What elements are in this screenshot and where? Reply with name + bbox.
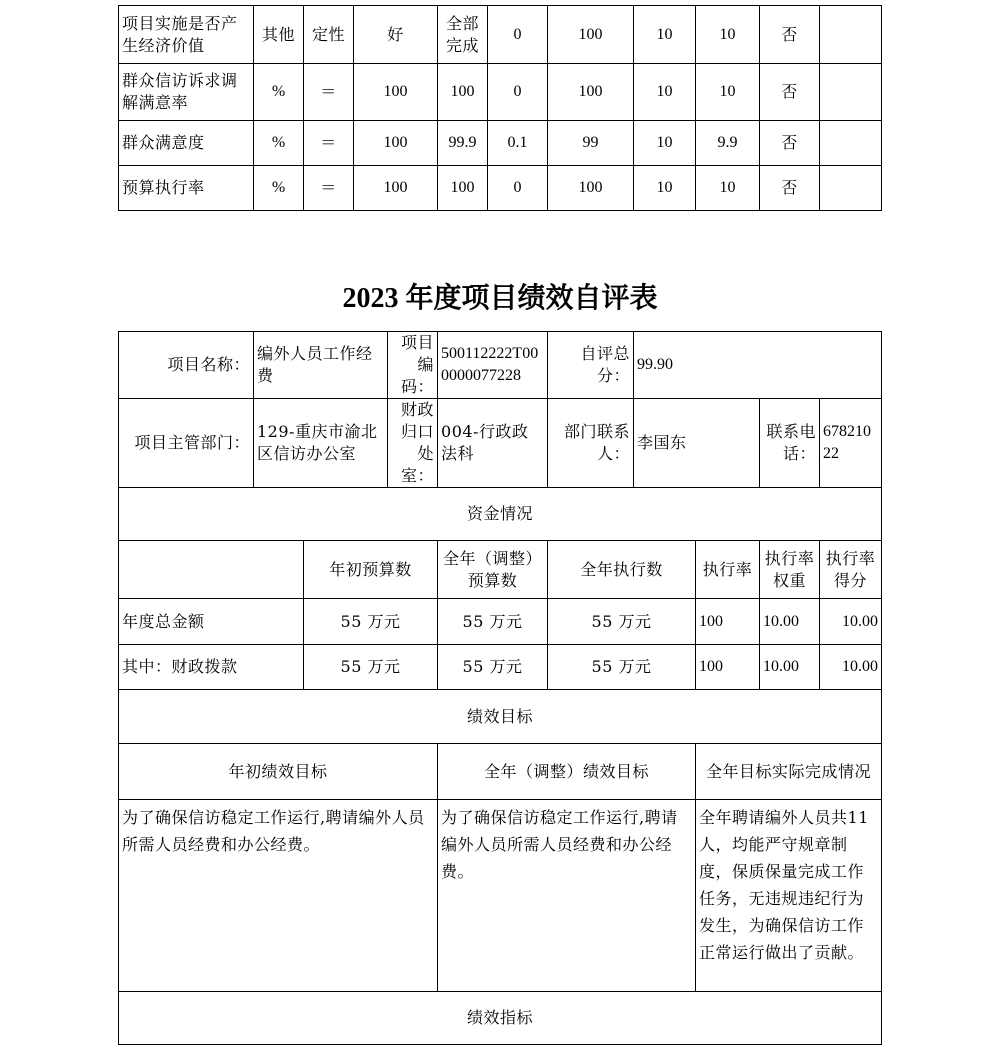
indicator-actual: 99.9 [438,121,488,166]
funds-section-header: 资金情况 [119,488,882,541]
self-evaluation-table [118,331,882,1045]
funds-score: 10.00 [820,599,882,645]
phone-label: 联系电话： [760,399,820,488]
indicator-note [820,166,882,211]
table-row [119,399,882,488]
funds-row-label: 年度总金额 [119,599,304,645]
indicator-unit: 其他 [254,6,304,64]
indicator-target: 100 [354,166,438,211]
goals-actual-text: 全年聘请编外人员共11 人，均能严守规章制度，保质保量完成工作任务，无违规违纪行为发生，为确保信访工作正常运行做出了贡献。 [696,800,882,992]
indicator-deviation-flag: 否 [760,121,820,166]
funds-executed: 55 万元 [548,645,696,690]
indicator-nature: ＝ [304,121,354,166]
table-row [119,121,882,166]
indicator-deviation: 0 [488,6,548,64]
indicator-deviation-flag: 否 [760,166,820,211]
indicator-unit: % [254,64,304,121]
funds-header-score: 执行率得分 [820,541,882,599]
funds-adjusted: 55 万元 [438,599,548,645]
table-row [119,800,882,992]
indicator-unit: % [254,166,304,211]
indicator-nature: ＝ [304,64,354,121]
indicator-name: 群众信访诉求调解满意率 [119,64,254,121]
indicator-weight: 10 [634,121,696,166]
funds-header-adjusted: 全年（调整）预算数 [438,541,548,599]
indicator-deviation-flag: 否 [760,64,820,121]
indicator-note [820,121,882,166]
funds-header-executed: 全年执行数 [548,541,696,599]
funds-header-blank [119,541,304,599]
goals-header-adjusted: 全年（调整）绩效目标 [438,744,696,800]
indicator-completion: 100 [548,6,634,64]
indicator-score: 10 [696,6,760,64]
table-row [119,6,882,64]
project-name: 编外人员工作经费 [254,332,388,399]
funds-weight: 10.00 [760,645,820,690]
finance-office: 004-行政政法科 [438,399,548,488]
indicator-name: 项目实施是否产生经济价值 [119,6,254,64]
table-row [119,64,882,121]
goals-header-actual: 全年目标实际完成情况 [696,744,882,800]
indicator-deviation: 0 [488,64,548,121]
indicator-target: 100 [354,121,438,166]
funds-rate: 100 [696,599,760,645]
indicators-section-header: 绩效指标 [119,992,882,1045]
goals-initial-text: 为了确保信访稳定工作运行,聘请编外人员所需人员经费和办公经费。 [119,800,438,992]
indicator-note [820,64,882,121]
indicator-completion: 100 [548,64,634,121]
indicator-score: 10 [696,64,760,121]
funds-initial: 55 万元 [304,599,438,645]
funds-header-weight: 执行率权重 [760,541,820,599]
table-row [119,166,882,211]
indicator-score: 9.9 [696,121,760,166]
indicator-score: 10 [696,166,760,211]
funds-header-initial: 年初预算数 [304,541,438,599]
indicator-completion: 100 [548,166,634,211]
indicator-actual: 100 [438,64,488,121]
indicator-deviation: 0.1 [488,121,548,166]
table-row [119,690,882,744]
funds-row-label: 其中：财政拨款 [119,645,304,690]
funds-initial: 55 万元 [304,645,438,690]
indicator-nature: ＝ [304,166,354,211]
contact-label: 部门联系人： [548,399,634,488]
indicator-weight: 10 [634,6,696,64]
finance-office-label: 财政归口处室： [388,399,438,488]
funds-executed: 55 万元 [548,599,696,645]
indicator-deviation: 0 [488,166,548,211]
goals-adjusted-text: 为了确保信访稳定工作运行,聘请编外人员所需人员经费和办公经费。 [438,800,696,992]
funds-header-rate: 执行率 [696,541,760,599]
dept: 129-重庆市渝北区信访办公室 [254,399,388,488]
indicator-nature: 定性 [304,6,354,64]
funds-weight: 10.00 [760,599,820,645]
table-row [119,599,882,645]
indicator-name: 预算执行率 [119,166,254,211]
table-row [119,332,882,399]
indicator-actual: 100 [438,166,488,211]
self-score: 99.90 [634,332,882,399]
project-code: 500112222T000000077228 [438,332,548,399]
funds-score: 10.00 [820,645,882,690]
indicator-name: 群众满意度 [119,121,254,166]
phone: 67821022 [820,399,882,488]
indicator-note [820,6,882,64]
table-row [119,645,882,690]
goals-section-header: 绩效目标 [119,690,882,744]
page-title: 2023 年度项目绩效自评表 [342,283,658,314]
indicator-target: 100 [354,64,438,121]
indicator-deviation-flag: 否 [760,6,820,64]
table-row [119,541,882,599]
indicator-weight: 10 [634,64,696,121]
indicator-actual: 全部完成 [438,6,488,64]
dept-label: 项目主管部门： [119,399,254,488]
contact: 李国东 [634,399,760,488]
self-score-label: 自评总分： [548,332,634,399]
table-row [119,744,882,800]
project-code-label: 项目编码： [388,332,438,399]
indicator-table-continued [118,5,882,211]
table-row [119,488,882,541]
indicator-unit: % [254,121,304,166]
indicator-weight: 10 [634,166,696,211]
project-name-label: 项目名称： [119,332,254,399]
funds-rate: 100 [696,645,760,690]
indicator-completion: 99 [548,121,634,166]
goals-header-initial: 年初绩效目标 [119,744,438,800]
indicator-target: 好 [354,6,438,64]
funds-adjusted: 55 万元 [438,645,548,690]
